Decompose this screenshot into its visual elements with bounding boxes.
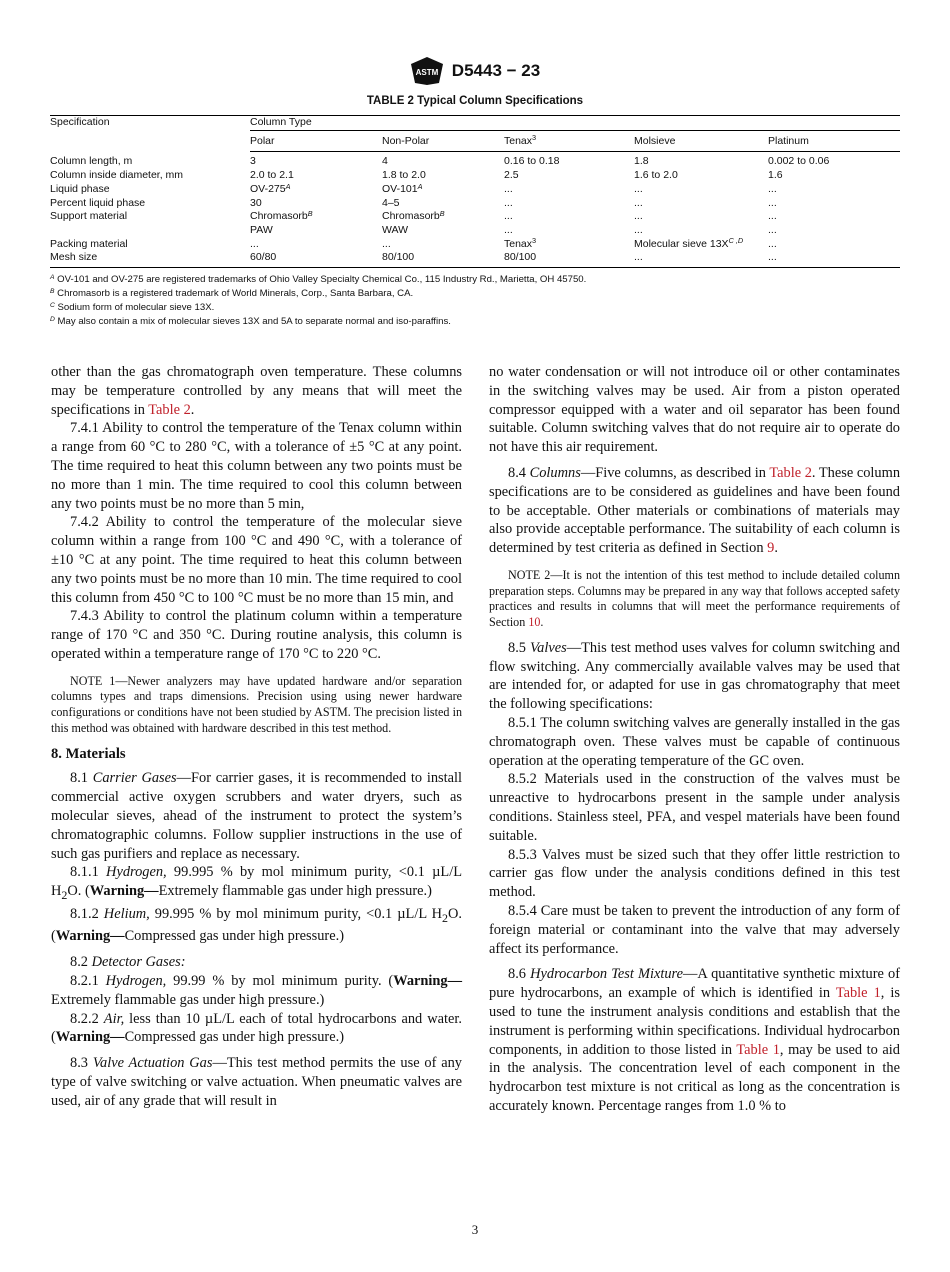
paragraph-8-5-2: 8.5.2 Materials used in the construction of the valves must be unreactive to hydrocarbons present in the sample under analysis conditions. Stainless steel, PFA, and vespel materials have been found suitable. bbox=[489, 771, 900, 844]
paragraph-8-5-1: 8.5.1 The column switching valves are generally installed in the gas chromatograph oven. These valves must be capable of continuous operation at the operating temperature of the GC oven. bbox=[489, 714, 900, 769]
footnote-b: $^B$ Chromasorb is a registered trademark of World Minerals, Corp., Santa Barbara, CA. bbox=[50, 287, 414, 299]
table-footnotes bbox=[50, 273, 910, 329]
table-2-link[interactable]: Table 2 bbox=[148, 401, 191, 418]
table-2-link[interactable]: Table 2 bbox=[769, 464, 812, 481]
paragraph-7-4-2: 7.4.2 Ability to control the temperature of the molecular sieve column within a range from 100 °C and 490 °C, with a tolerance of ±10 °C at any point. The time required to heat this column between any two points must be no more than 10 min. The time required to cool this column from 450 °C to 100 °C must be no more than 15 min, and bbox=[51, 514, 462, 606]
paragraph-8-6: 8.6 Hydrocarbon Test Mixture—A quantitative synthetic mixture of pure hydrocarbons, an example of which is identified in Table 1, is used to tune the instrument analysis conditions and establish that the instrument is performing within specifications. Individual hydrocarbon components, in addition to those listed in Table 1, may be used to aid in the analysis. The concentration level of each component in the hydrocarbon test mixture is not critical as long as the concentration is accurately known. Percentage ranges from 1.0 % to bbox=[489, 966, 900, 1114]
right-column bbox=[489, 363, 900, 1116]
note-1: NOTE 1—Newer analyzers may have updated hardware and/or separation columns types and traps dimensions. Precision using using newer hardware configurations or conditions have not been studied by ASTM. The precision listed in this method was obtained with hardware described in this test method. bbox=[51, 673, 462, 735]
table-row: PAW WAW ... ... ... bbox=[250, 223, 777, 236]
paragraph-8-3: 8.3 Valve Actuation Gas—This test method permits the use of any type of valve switching or valve actuation. When pneumatic valves are used, air of any grade that will result in bbox=[51, 1055, 462, 1109]
paragraph-8-2: 8.2 Detector Gases: bbox=[70, 954, 186, 971]
paragraph-8-5-4: 8.5.4 Care must be taken to prevent the introduction of any form of foreign material or contaminant into the valve that may adversely affect its performance. bbox=[489, 902, 900, 957]
footnote-d: $^D$ May also contain a mix of molecular sieves 13X and 5A to separate normal and iso-paraffins. bbox=[50, 315, 451, 327]
table-row: Column length, m 3 4 0.16 to 0.18 1.8 0.002 to 0.06 bbox=[50, 154, 830, 168]
section-9-link[interactable]: 9 bbox=[767, 540, 775, 557]
table-row: Percent liquid phase 30 4–5 ... ... ... bbox=[50, 196, 777, 209]
spec-header: Specification bbox=[50, 116, 250, 152]
note-2: NOTE 2—It is not the intention of this test method to include detailed column preparation steps. Columns may be prepared in any way that follows accepted safety practices and results in columns that will meet the performance requirements of Section 10. bbox=[489, 567, 900, 630]
section-10-link[interactable]: 10 bbox=[528, 615, 541, 630]
paragraph-8-1: 8.1 Carrier Gases—For carrier gases, it is recommended to install commercial active oxygen scrubbers and water dryers, such as molecular sieves, ahead of the instrument to protect the system’s chromatographic columns. Follow supplier instructions in the use of such gas purifiers and replace as necessary. bbox=[51, 770, 462, 862]
paragraph-8-2-1: 8.2.1 Hydrogen, 99.99 % by mol minimum purity. (Warning—Extremely flammable gas under high pressure.) bbox=[51, 973, 462, 1008]
document-id: D5443 − 23 bbox=[451, 61, 541, 80]
col-header-polar: Polar bbox=[250, 130, 382, 152]
col-header-nonpolar: Non-Polar bbox=[382, 130, 504, 152]
paragraph-8-3-continued: no water condensation or will not introduce oil or other contaminates in the switching valves may be used. Air from a piston operated compressor equipped with a water and oil separator has been found suitable. Column switching valves that do not require air to operate do not have this air requirement. bbox=[489, 364, 900, 456]
paragraph-7-4-1: 7.4.1 Ability to control the temperature of the Tenax column within a range from 60 °C to 280 °C, with a tolerance of ±5 °C at any point. The time required to heat this column between any two points must be no more than 1 min. The time required to cool this column between any two points must be no more than 5 min, bbox=[51, 420, 462, 512]
paragraph-8-1-2: 8.1.2 Helium, 99.995 % by mol minimum purity, <0.1 µL/L $H_2O$. (Warning—Compressed gas under high pressure.) bbox=[51, 905, 462, 945]
column-type-header: Column Type bbox=[250, 116, 900, 131]
table-1-link[interactable]: Table 1 bbox=[835, 985, 881, 1002]
paragraph-8-1-1: 8.1.1 Hydrogen, 99.995 % by mol minimum purity, <0.1 µL/L $H_2O$. (Warning—Extremely flammable gas under high pressure.) bbox=[51, 864, 462, 903]
paragraph-continued: other than the gas chromatograph oven temperature. These columns may be temperature controlled by any means that will meet the specifications in Table 2. bbox=[51, 364, 462, 418]
paragraph-8-5: 8.5 Valves—This test method uses valves for column switching and flow switching. Any commercially available valves may be used that are intended for, or adapted for use in gas chromatography that meet the following specifications: bbox=[489, 639, 900, 713]
section-heading-materials: 8. Materials bbox=[51, 745, 126, 762]
table-1-link[interactable]: Table 1 bbox=[736, 1041, 780, 1058]
specifications-table bbox=[50, 115, 900, 268]
col-header-tenax: Tenax$^3$ bbox=[504, 130, 634, 152]
page-header bbox=[0, 56, 950, 86]
paragraph-8-4: 8.4 Columns—Five columns, as described in Table 2. These column specifications are to be considered as guidelines and have been found to be acceptable. Other materials or combinations of materials may also provide acceptable performance. The suitability of each column is determined by test criteria as defined in Section 9. bbox=[489, 464, 901, 557]
table-title: TABLE 2 Typical Column Specifications bbox=[366, 95, 584, 107]
left-column bbox=[51, 363, 462, 1111]
col-header-molsieve: Molsieve bbox=[634, 130, 768, 152]
astm-logo-icon bbox=[410, 56, 444, 86]
footnote-c: $^C$ Sodium form of molecular sieve 13X. bbox=[50, 301, 215, 313]
page-number: 3 bbox=[471, 1222, 479, 1237]
col-header-platinum: Platinum bbox=[768, 130, 900, 152]
table-row: Mesh size 60/80 80/100 80/100 ... ... bbox=[50, 251, 900, 267]
table-row: Packing material ... ... Tenax$^3$ Molecular sieve $13X^{C ,D}$ ... bbox=[50, 236, 777, 250]
paragraph-8-5-3: 8.5.3 Valves must be sized such that they offer little restriction to carrier gas flow under the analysis conditions defined in this test method. bbox=[489, 846, 900, 901]
table-row: Support material Chromasorb$^B$ Chromasorb$^B$ ... ... ... bbox=[50, 208, 777, 223]
footnote-a: $^A$ OV-101 and OV-275 are registered trademarks of Ohio Valley Specialty Chemical Co., 115 Industry Rd., Marietta, OH 45750. bbox=[50, 273, 587, 285]
paragraph-7-4-3: 7.4.3 Ability to control the platinum column within a temperature range of 170 °C and 350 °C. During routine analysis, this column is operated within a temperature range of 170 °C to 220 °C. bbox=[51, 608, 462, 662]
logo-text: ASTM bbox=[415, 68, 439, 77]
table-row: Column inside diameter, mm 2.0 to 2.1 1.8 to 2.0 2.5 1.6 to 2.0 1.6 bbox=[50, 169, 783, 182]
table-row: Liquid phase $OV-275^A$ $OV-101^A$ ... ... ... bbox=[50, 181, 777, 195]
paragraph-8-2-2: 8.2.2 Air, less than 10 µL/L each of total hydrocarbons and water. (Warning—Compressed gas under high pressure.) bbox=[51, 1010, 462, 1046]
